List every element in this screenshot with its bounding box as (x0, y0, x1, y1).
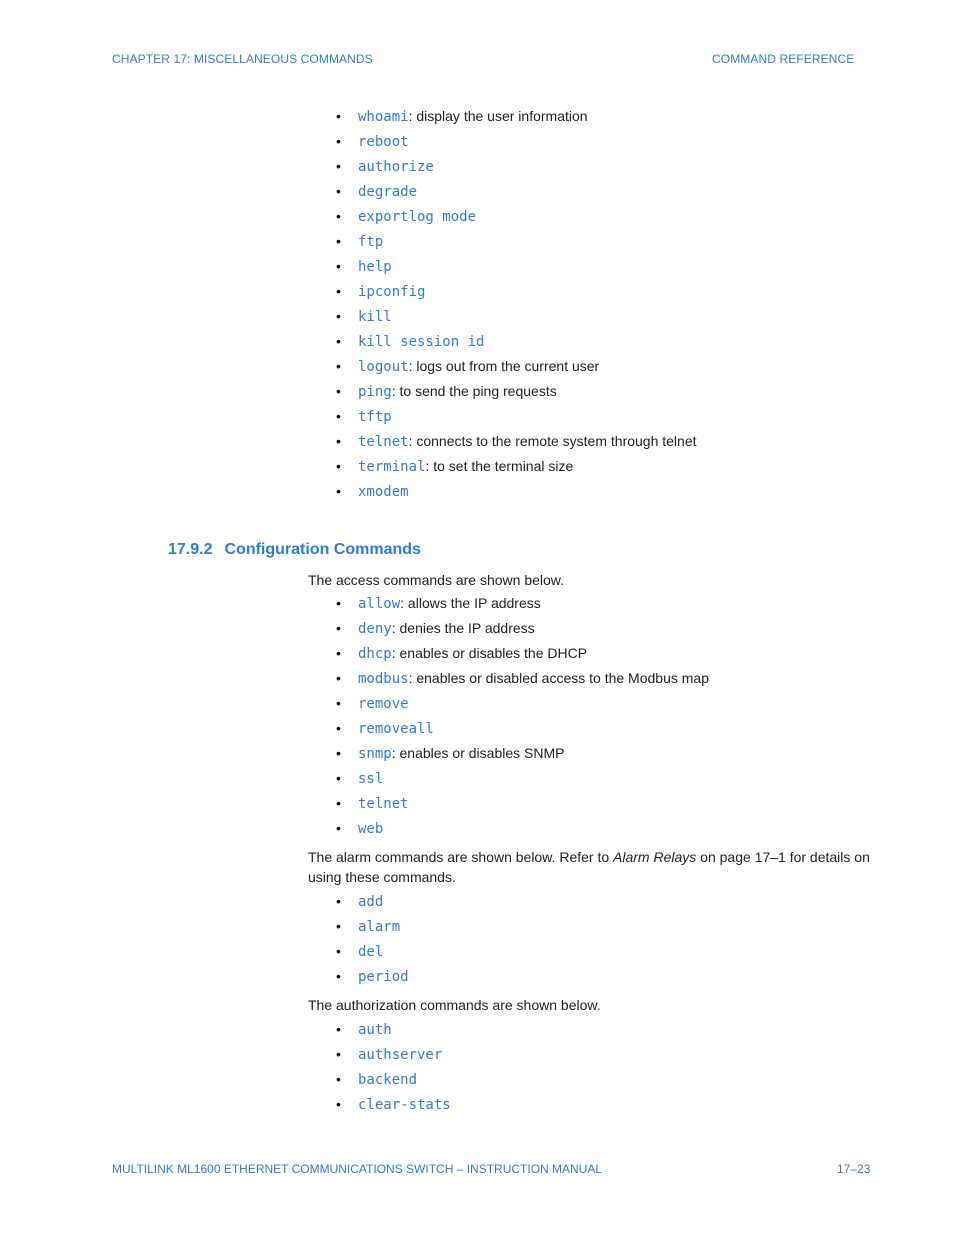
list-item (336, 591, 709, 616)
command-name: dhcp (358, 646, 392, 662)
list-item (336, 429, 697, 454)
command-name: ftp (358, 234, 384, 250)
command-name: add (358, 894, 384, 910)
list-item (336, 1092, 451, 1117)
command-name: terminal (358, 459, 426, 475)
list-item (336, 454, 697, 479)
command-description: : display the user information (408, 108, 588, 124)
command-description: : allows the IP address (400, 595, 541, 611)
command-name: degrade (358, 184, 418, 200)
command-description: : connects to the remote system through telnet (408, 433, 697, 449)
list-item (336, 716, 709, 741)
list-item (336, 329, 697, 354)
list-item (336, 1067, 451, 1092)
command-name: deny (358, 621, 392, 637)
command-name: allow (358, 596, 401, 612)
command-description: : enables or disables the DHCP (391, 645, 588, 661)
list-item (336, 914, 409, 939)
command-name: tftp (358, 409, 392, 425)
list-item (336, 939, 409, 964)
list-item (336, 404, 697, 429)
alarm-intro (308, 847, 874, 887)
command-name: telnet (358, 796, 409, 812)
command-description: : denies the IP address (391, 620, 535, 636)
command-name: removeall (358, 721, 434, 737)
list-item (336, 154, 697, 179)
section-title: Configuration Commands (224, 541, 421, 558)
command-name: auth (358, 1022, 392, 1038)
command-name: kill (358, 309, 392, 325)
command-name: telnet (358, 434, 409, 450)
command-list-access (336, 591, 709, 841)
list-item (336, 379, 697, 404)
command-name: help (358, 259, 392, 275)
list-item (336, 741, 709, 766)
list-item (336, 1017, 451, 1042)
section-number: 17.9.2 (168, 541, 213, 558)
list-item (336, 964, 409, 989)
command-name: kill session id (358, 334, 485, 350)
command-name: xmodem (358, 484, 409, 500)
footer-manual-title: MULTILINK ML1600 ETHERNET COMMUNICATIONS SWITCH – INSTRUCTION MANUAL (112, 1162, 603, 1176)
running-header-section: COMMAND REFERENCE (712, 52, 855, 66)
list-item (336, 479, 697, 504)
list-item (336, 691, 709, 716)
command-name: web (358, 821, 384, 837)
command-description: : logs out from the current user (408, 358, 600, 374)
command-list-general (336, 104, 697, 504)
list-item (336, 254, 697, 279)
command-description: : enables or disables SNMP (391, 745, 565, 761)
list-item (336, 889, 409, 914)
list-item (336, 129, 697, 154)
footer-page-number: 17–23 (837, 1162, 871, 1176)
list-item (336, 104, 697, 129)
list-item (336, 1042, 451, 1067)
command-name: modbus (358, 671, 409, 687)
list-item (336, 766, 709, 791)
list-item (336, 229, 697, 254)
command-name: logout (358, 359, 409, 375)
section-heading (168, 541, 421, 559)
list-item (336, 616, 709, 641)
command-description: : enables or disabled access to the Modbus map (408, 670, 709, 686)
command-list-alarm (336, 889, 409, 989)
list-item (336, 179, 697, 204)
list-item (336, 641, 709, 666)
list-item (336, 354, 697, 379)
command-name: ping (358, 384, 392, 400)
list-item (336, 791, 709, 816)
command-name: remove (358, 696, 409, 712)
list-item (336, 666, 709, 691)
command-name: clear-stats (358, 1097, 451, 1113)
alarm-relays-reference: Alarm Relays (613, 849, 697, 865)
list-item (336, 204, 697, 229)
command-name: reboot (358, 134, 409, 150)
access-intro: The access commands are shown below. (308, 572, 565, 588)
command-description: : to send the ping requests (391, 383, 557, 399)
list-item (336, 816, 709, 841)
command-name: alarm (358, 919, 401, 935)
command-name: backend (358, 1072, 418, 1088)
command-name: authorize (358, 159, 434, 175)
command-name: authserver (358, 1047, 443, 1063)
command-name: snmp (358, 746, 392, 762)
command-name: ssl (358, 771, 384, 787)
command-name: del (358, 944, 384, 960)
command-name: ipconfig (358, 284, 426, 300)
command-list-authorization (336, 1017, 451, 1117)
command-name: period (358, 969, 409, 985)
list-item (336, 279, 697, 304)
command-name: whoami (358, 109, 409, 125)
alarm-intro-after: on page 17–1 for details on using these commands. (308, 849, 870, 885)
command-description: : to set the terminal size (425, 458, 574, 474)
alarm-intro-before: The alarm commands are shown below. Refer to (308, 849, 614, 865)
running-header-chapter: CHAPTER 17: MISCELLANEOUS COMMANDS (112, 52, 373, 66)
authorization-intro: The authorization commands are shown below. (308, 997, 601, 1013)
command-name: exportlog mode (358, 209, 477, 225)
list-item (336, 304, 697, 329)
